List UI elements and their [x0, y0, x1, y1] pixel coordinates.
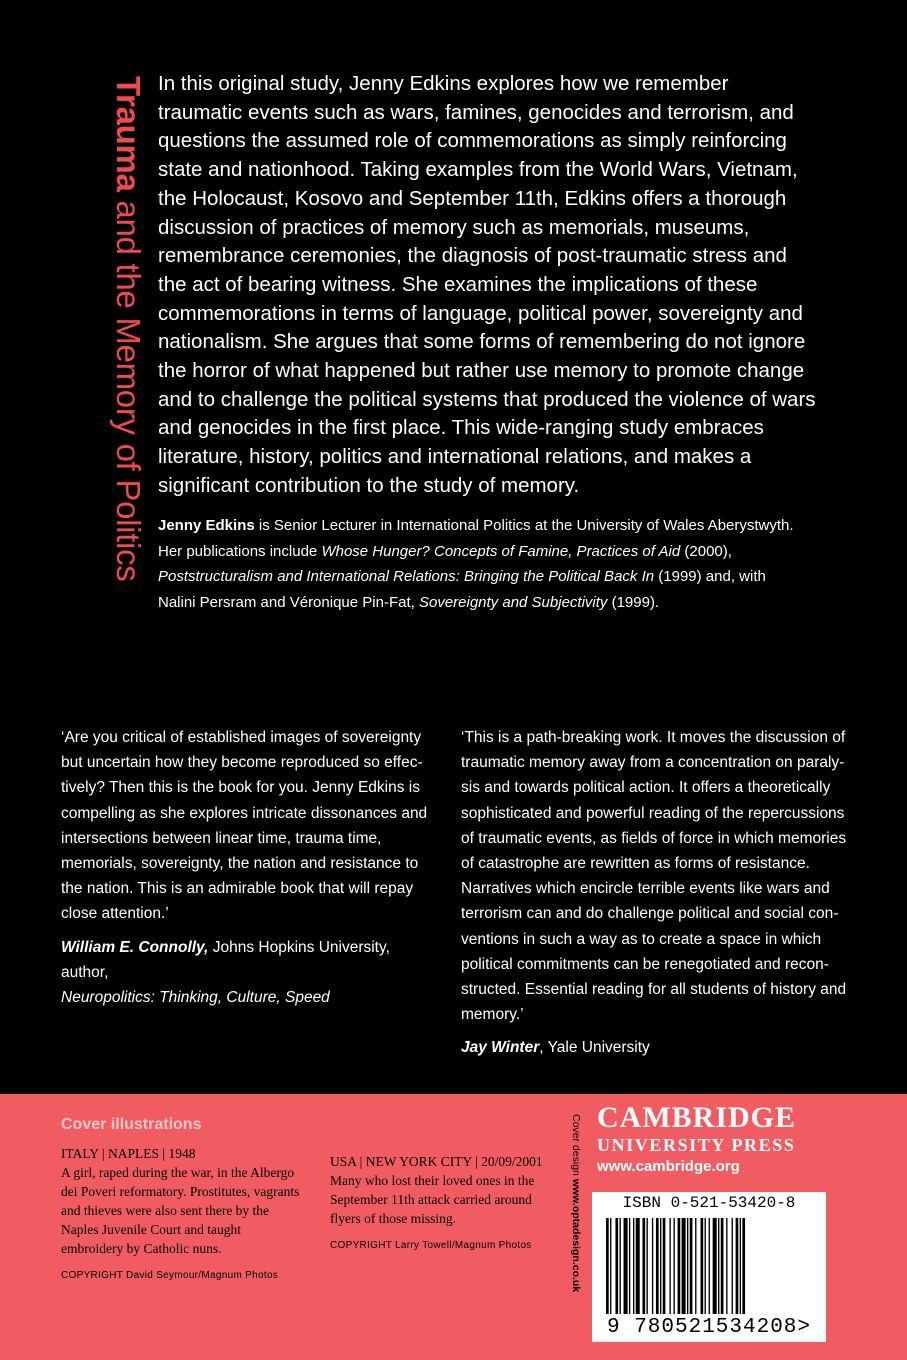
barcode-bar — [629, 1218, 630, 1314]
barcode-bar — [701, 1218, 704, 1314]
barcode-bar — [740, 1218, 741, 1314]
spine-title-rest: and the Memory of Politics — [110, 191, 147, 582]
barcode-bar — [663, 1218, 666, 1314]
barcode-bar — [647, 1218, 648, 1314]
publisher-url: www.cambridge.org — [597, 1158, 740, 1175]
barcode-bar — [732, 1218, 733, 1314]
publisher-name: CAMBRIDGE — [597, 1101, 797, 1134]
barcode-bar — [678, 1218, 681, 1314]
barcode-bar — [620, 1218, 621, 1314]
ean-first: 9 — [606, 1316, 621, 1339]
designer-label: Cover design — [570, 1114, 582, 1179]
caption-place: ITALY | NAPLES | 1948 — [61, 1146, 196, 1161]
book-blurb — [158, 70, 818, 501]
barcode-bar — [726, 1218, 727, 1314]
illustration-caption-1 — [61, 1144, 301, 1285]
bio-text-1: is Senior Lecturer in International Politics at the University of Wales Aberystwyth. Her publications include — [158, 517, 794, 560]
barcode-bar — [713, 1218, 717, 1314]
barcode-bar — [610, 1218, 611, 1314]
bio-book-1: Whose Hunger? Concepts of Famine, Practices of Aid — [321, 542, 681, 560]
author-name: Jenny Edkins — [158, 517, 255, 534]
barcode-bar — [709, 1218, 710, 1314]
spine-title-bold: Trauma — [110, 76, 147, 192]
designer-url: www.optadesign.co.uk — [570, 1178, 582, 1293]
bio-text-3: (1999) and, with Nalini Persram and Véronique Pin-Fat, — [158, 568, 766, 611]
barcode-bar — [705, 1218, 706, 1314]
isbn-number: ISBN 0-521-53420-8 — [622, 1194, 796, 1212]
quote-author-affiliation: Johns Hopkins University, author, — [61, 938, 390, 981]
barcode-bars-icon — [606, 1218, 812, 1316]
barcode-bar — [695, 1218, 696, 1314]
caption-place: USA | NEW YORK CITY | 20/09/2001 — [330, 1154, 543, 1169]
cover-illustrations-heading: Cover illustrations — [61, 1116, 202, 1133]
ean-number — [592, 1316, 826, 1339]
ean-rest: 780521534208 — [634, 1316, 798, 1339]
ean-end: > — [797, 1316, 812, 1339]
barcode-bar — [660, 1218, 661, 1314]
caption-text: Many who lost their loved ones in the September 11th attack carried around flyers of those missing. — [330, 1173, 535, 1226]
barcode-bar — [718, 1218, 719, 1314]
barcode-bar — [721, 1218, 724, 1314]
quote-author-affiliation: , Yale University — [539, 1039, 650, 1057]
endorsement-connolly — [61, 725, 433, 1010]
barcode-bar — [674, 1218, 675, 1314]
spine-title — [108, 76, 148, 616]
quote-author-name: Jay Winter — [461, 1039, 540, 1057]
cover-footer — [0, 1094, 907, 1360]
blurb-text: In this original study, Jenny Edkins explores how we remember traumatic events such as wars, famines, genocides and terrorism, and questions the assumed role of commemorations as simply reinforcing state and nationhood. Taking examples from the World Wars, Vietnam, the Holocaust, Kosovo and September 11th, Edkins offers a thorough discussion of practices of memory such as memorials, museums, remembrance ceremonies, the diagnosis of post-traumatic stress and the act of bearing witness. She examines the implications of these commemorations in terms of language, political power, sovereignty and nationalism. She argues that some forms of remembering do not ignore the horror of what happened but rather use memory to promote change and to challenge the political systems that produced the violence of wars and genocides in the first place. This wide-ranging study embraces literature, history, politics and international relations, and makes a significant contribution to the study of memory. — [158, 72, 816, 497]
barcode-bar — [669, 1218, 670, 1314]
isbn-barcode — [592, 1192, 826, 1342]
caption-text: A girl, raped during the war, in the Albergo dei Poveri reformatory. Prostitutes, vagrants and thieves were also sent there by the Naples Juvenile Court and taught embroidery by Catholic nuns. — [61, 1165, 300, 1256]
barcode-bar — [682, 1218, 686, 1314]
barcode-bar — [606, 1218, 609, 1314]
publisher-logo — [597, 1102, 827, 1175]
caption-copyright: COPYRIGHT Larry Towell/Magnum Photos — [330, 1240, 532, 1251]
barcode-bar — [652, 1218, 653, 1314]
barcode-bar — [642, 1218, 645, 1314]
quote-author-name: William E. Connolly, — [61, 938, 209, 956]
endorsement-winter — [461, 725, 847, 1061]
quote-text: ‘Are you critical of established images of sovereignty but uncertain how they become reproduced so effec-tively? Then this is the book for you. Jenny Edkins is compelling as she explores intricate dissonances and intersections between linear time, trauma time, memorials, sovereignty, the nation and resistance to the nation. This is an admirable book that will repay close attention.’ — [61, 729, 428, 923]
barcode-bar — [656, 1218, 659, 1314]
quote-attribution — [61, 935, 433, 1011]
illustration-caption-2 — [330, 1152, 550, 1255]
bio-text-2: (2000), — [680, 542, 732, 560]
barcode-bar — [690, 1218, 693, 1314]
barcode-bar — [615, 1218, 618, 1314]
barcode-bar — [736, 1218, 739, 1314]
quote-text: ‘This is a path-breaking work. It moves the discussion of traumatic memory away from a concentration on paraly-sis and towards political action. It offers a theoretically sophisticated and powerful reading of the repercussions of traumatic events, as fields of force in which memories of catastrophe are rewritten as forms of resistance. Narratives which encircle terrible events like wars and terrorism can and do challenge political and social con-ventions in such a way as to create a space in which political commitments can be renegotiated and recon-structed. Essential reading for all students of history and memory.’ — [461, 729, 847, 1024]
barcode-bar — [687, 1218, 688, 1314]
barcode-bar — [742, 1218, 745, 1314]
barcode-bar — [636, 1218, 640, 1314]
barcode-bar — [633, 1218, 634, 1314]
caption-copyright: COPYRIGHT David Seymour/Magnum Photos — [61, 1270, 279, 1281]
barcode-bar — [624, 1218, 628, 1314]
author-bio — [158, 513, 798, 615]
publisher-press: UNIVERSITY PRESS — [597, 1135, 796, 1155]
cover-design-credit — [568, 1114, 584, 1344]
quote-author-work: Neuropolitics: Thinking, Culture, Speed — [61, 989, 330, 1007]
bio-book-2: Poststructuralism and International Relations: Bringing the Political Back In — [158, 568, 655, 586]
quote-attribution — [461, 1035, 847, 1060]
bio-book-3: Sovereignty and Subjectivity — [418, 593, 608, 611]
bio-text-4: (1999). — [607, 593, 660, 611]
